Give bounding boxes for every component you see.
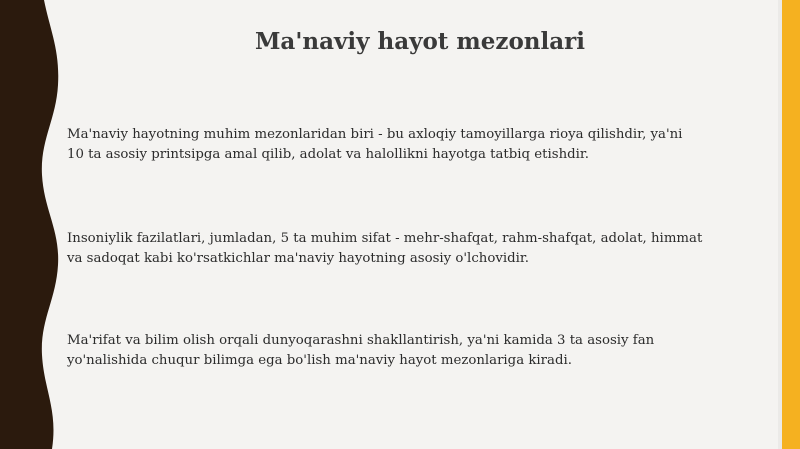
- wavy-border-shape: [0, 0, 58, 449]
- paragraph-3: [67, 331, 772, 371]
- paragraph-2-line-2: va sadoqat kabi ko'rsatkichlar ma'naviy hayotning asosiy o'lchovidir.: [67, 251, 529, 266]
- slide-title: Ma'naviy hayot mezonlari: [254, 28, 586, 55]
- paragraph-3-line-1: Ma'rifat va bilim olish orqali dunyoqarashni shakllantirish, ya'ni kamida 3 ta asosiy fan: [67, 333, 655, 348]
- right-accent-stripe: [782, 0, 800, 449]
- paragraph-1-line-2: 10 ta asosiy printsipga amal qilib, adolat va halollikni hayotga tatbiq etishdir.: [67, 147, 590, 162]
- paragraph-3-line-2: yo'nalishida chuqur bilimga ega bo'lish ma'naviy hayot mezonlariga kiradi.: [67, 353, 572, 368]
- paragraph-1: [67, 125, 772, 165]
- paragraph-2: [67, 229, 772, 269]
- paragraph-1-line-1: Ma'naviy hayotning muhim mezonlaridan biri - bu axloqiy tamoyillarga rioya qilishdir, ya'ni: [67, 127, 683, 142]
- left-wavy-border: [0, 0, 80, 449]
- paragraph-2-line-1: Insoniylik fazilatlari, jumladan, 5 ta muhim sifat - mehr-shafqat, rahm-shafqat, adolat, himmat: [67, 231, 703, 246]
